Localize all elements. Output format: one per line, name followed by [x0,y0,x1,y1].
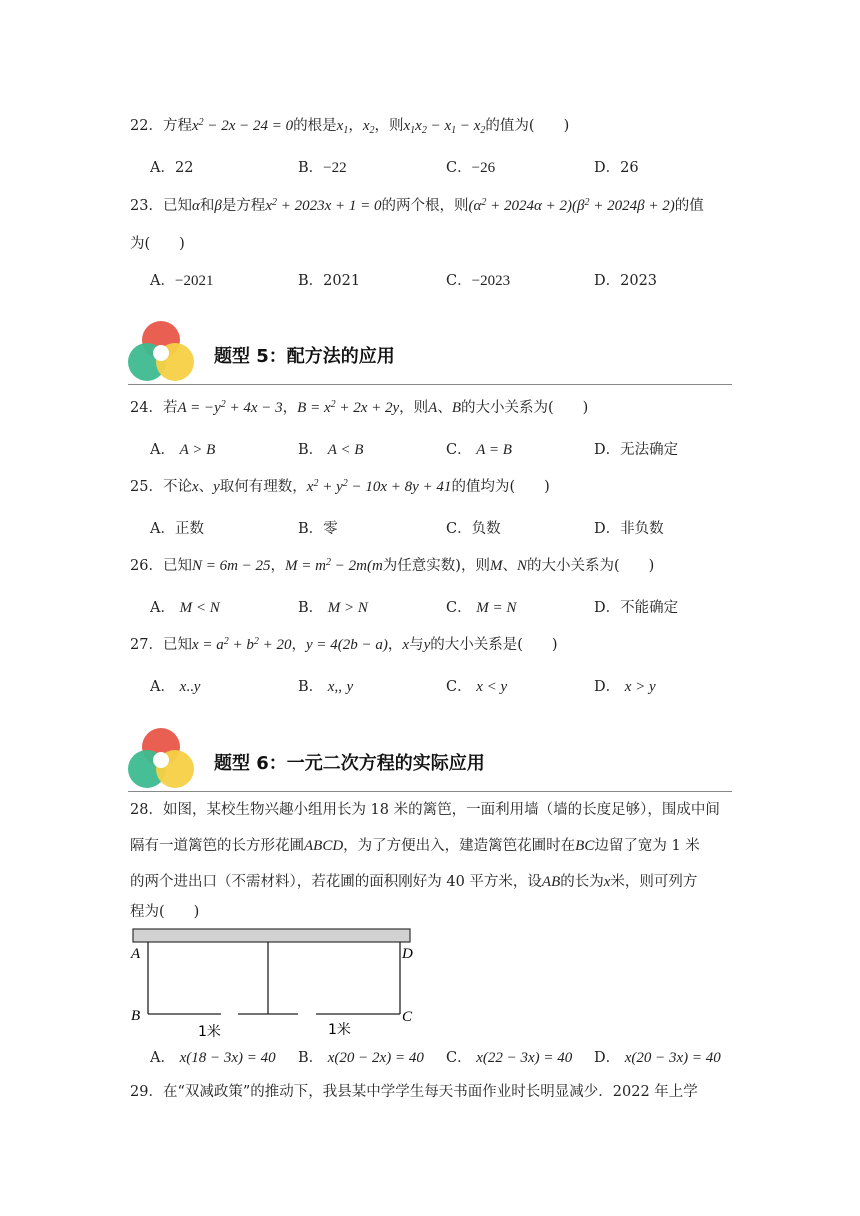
options-25 [150,517,750,537]
question-28-line4: 程为( ) [130,904,200,920]
question-23: 23．已知α和β是方程$x^2 + 2023x + 1 = 0$的两个根，则$(\alpha^2 + 2024\alpha + 2)(\beta^2 + 2024\beta + 2)$的值 [130,197,704,214]
gap-label-1: 1米 [198,1024,221,1039]
venn-logo-icon [128,320,194,384]
section-6-header [128,727,732,793]
section-divider [128,384,732,385]
option-b[interactable]: B．2021 [298,273,361,289]
gap-label-2: 1米 [328,1022,351,1038]
question-28-line3: 的两个进出口（不需材料），若花圃的面积刚好为 40 平方米，设AB的长为x米，则可列方 [130,874,698,890]
answer-blank[interactable]: ( ) [509,479,550,495]
option-a[interactable]: A．正数 [150,521,204,537]
question-22: 22．方程$x^2 - 2x - 24 = 0$的根是$x_1$，$x_2$，则$x_1x_2 - x_1 - x_2$的值为( ) [130,117,570,136]
option-b[interactable]: B．零 [298,521,338,537]
options-22 [150,156,750,176]
question-23-line2: 为( ) [130,236,185,252]
answer-blank[interactable]: ( ) [528,118,570,134]
label-a: A [131,946,141,962]
question-26: 26．已知N = 6m − 25，$M = m^2 - 2m(m$为任意实数)，则M、N的大小关系为( ) [130,557,655,574]
option-c[interactable]: C． x(22 − 3x) = 40 [446,1050,573,1066]
section-title: 题型 6：一元二次方程的实际应用 [214,753,485,774]
option-b[interactable]: B． M > N [298,600,368,616]
option-b[interactable]: B．−22 [298,160,347,176]
option-c[interactable]: C．−26 [446,160,496,176]
option-a[interactable]: A．22 [150,160,194,176]
label-c: C [402,1009,413,1025]
options-24 [150,438,750,458]
wall [133,929,410,942]
option-b[interactable]: B． x,, y [298,679,354,695]
option-a[interactable]: A．−2021 [150,273,214,289]
option-c[interactable]: C． M = N [446,600,517,616]
question-29-line1: 29．在“双减政策”的推动下，我县某中学学生每天书面作业时长明显减少．2022 年上学 [130,1084,698,1100]
option-d[interactable]: D． x > y [594,679,656,695]
answer-blank[interactable]: ( ) [517,637,558,653]
answer-blank[interactable]: ( ) [613,558,655,574]
question-24: 24．若$A = -y^2 + 4x - 3$，$B = x^2 + 2x + 2y$，则A、B的大小关系为( ) [130,399,589,416]
option-d[interactable]: D．26 [594,160,639,176]
option-a[interactable]: A． M < N [150,600,220,616]
venn-logo-icon [128,727,194,791]
section-divider [128,791,732,792]
option-a[interactable]: A． x..y [150,679,201,695]
option-d[interactable]: D． x(20 − 3x) = 40 [594,1050,721,1066]
option-c[interactable]: C． x < y [446,679,508,695]
section-5-header [128,320,732,386]
options-28 [150,1046,750,1066]
option-c[interactable]: C．−2023 [446,273,511,289]
option-a[interactable]: A． x(18 − 3x) = 40 [150,1050,276,1066]
equation: $x^2 - 2x - 24 = 0$ [191,117,294,134]
question-25: 25．不论x、y取何有理数，$x^2 + y^2 - 10x + 8y + 41$的值均为( ) [130,478,550,495]
option-b[interactable]: B． A < B [298,442,364,458]
options-26 [150,596,750,616]
options-27 [150,675,750,695]
option-a[interactable]: A． A > B [150,442,216,458]
option-c[interactable]: C． A = B [446,442,512,458]
option-d[interactable]: D．无法确定 [594,442,679,458]
option-c[interactable]: C．负数 [446,521,501,537]
label-b: B [131,1008,141,1024]
answer-blank[interactable]: ( ) [144,236,185,252]
option-d[interactable]: D．非负数 [594,521,664,537]
section-title: 题型 5：配方法的应用 [214,346,395,367]
answer-blank[interactable]: ( ) [548,400,589,416]
label-d: D [402,946,413,962]
question-28-line2: 隔有一道篱笆的长方形花圃ABCD，为了方便出入，建造篱笆花圃时在BC边留了宽为 1 米 [130,838,700,854]
question-27: 27．已知$x = a^2 + b^2 + 20$，y = 4(2b − a)，x与y的大小关系是( ) [130,636,558,653]
question-28-line1: 28．如图，某校生物兴趣小组用长为 18 米的篱笆，一面利用墙（墙的长度足够），围成中间 [130,802,720,818]
answer-blank[interactable]: ( ) [159,904,200,920]
option-d[interactable]: D．不能确定 [594,600,679,616]
fence-diagram [128,924,428,1039]
options-23 [150,269,750,289]
option-b[interactable]: B． x(20 − 2x) = 40 [298,1050,424,1066]
option-d[interactable]: D．2023 [594,273,658,289]
